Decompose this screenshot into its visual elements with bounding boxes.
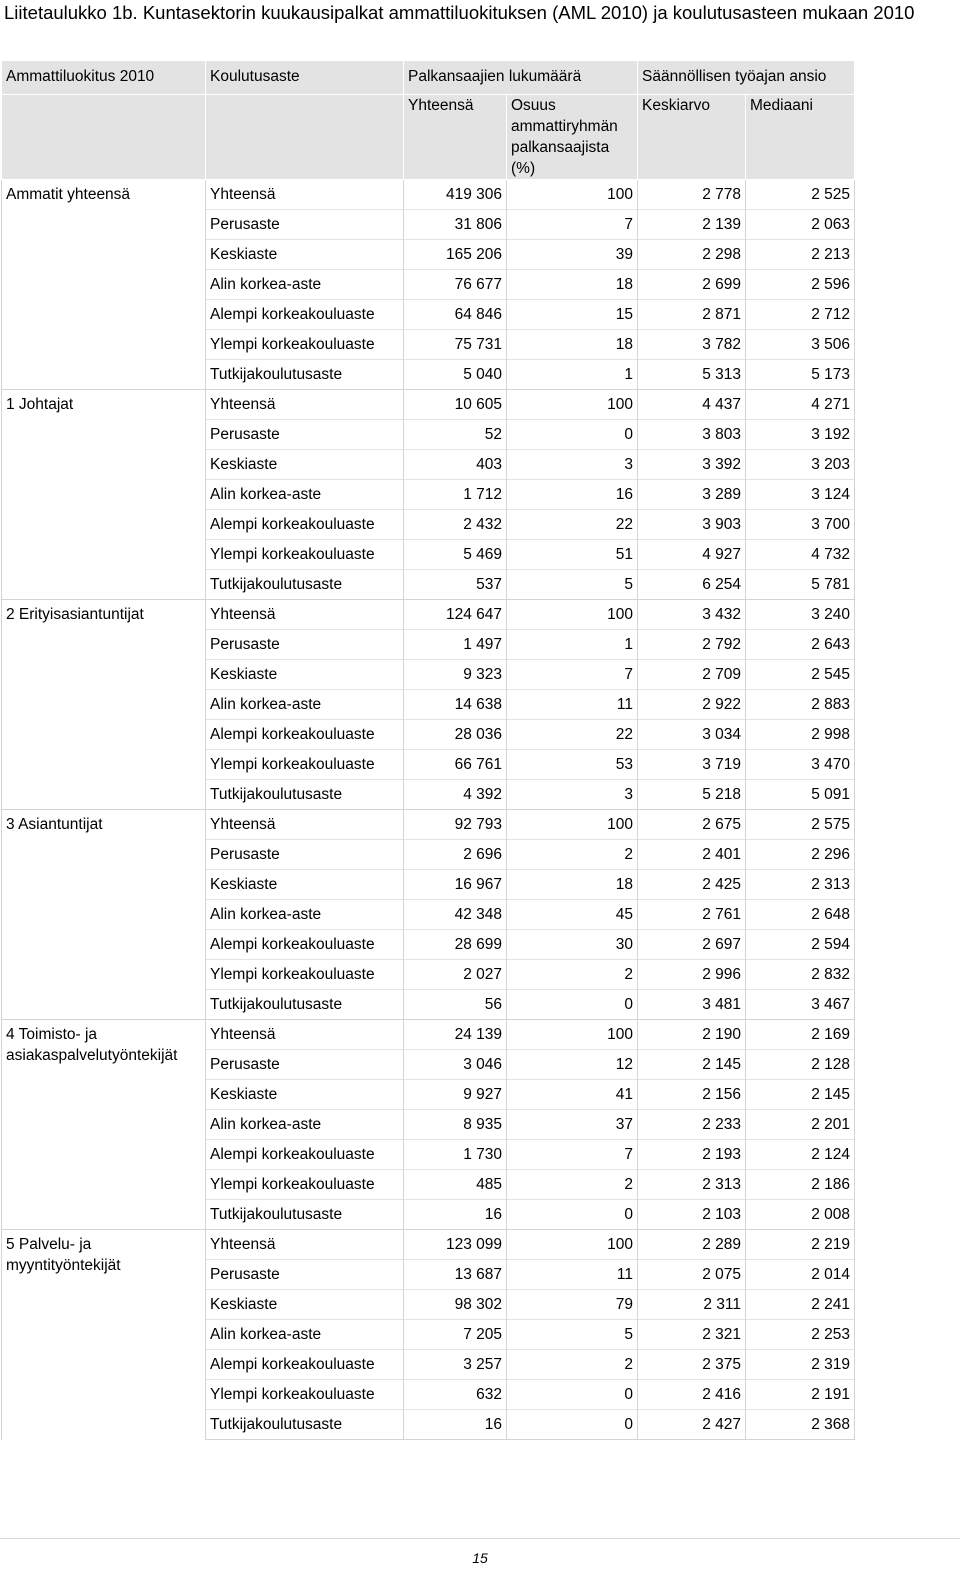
- mean-earnings-cell: 2 190: [638, 1020, 746, 1050]
- share-percent-cell: 2: [507, 1350, 638, 1380]
- mean-earnings-cell: 2 193: [638, 1140, 746, 1170]
- employee-count-cell: 16 967: [404, 870, 507, 900]
- median-earnings-cell: 3 470: [746, 750, 855, 780]
- education-level-cell: Tutkijakoulutusaste: [206, 990, 404, 1020]
- mean-earnings-cell: 2 375: [638, 1350, 746, 1380]
- education-level-cell: Alin korkea-aste: [206, 1320, 404, 1350]
- education-level-cell: Alin korkea-aste: [206, 1110, 404, 1140]
- occupation-group-label: 1 Johtajat: [2, 390, 206, 600]
- education-level-cell: Perusaste: [206, 1050, 404, 1080]
- education-level-cell: Yhteensä: [206, 1230, 404, 1260]
- mean-earnings-cell: 3 782: [638, 330, 746, 360]
- median-earnings-cell: 4 271: [746, 390, 855, 420]
- employee-count-cell: 419 306: [404, 180, 507, 210]
- share-percent-cell: 37: [507, 1110, 638, 1140]
- employee-count-cell: 75 731: [404, 330, 507, 360]
- median-earnings-cell: 2 319: [746, 1350, 855, 1380]
- employee-count-cell: 403: [404, 450, 507, 480]
- median-earnings-cell: 2 145: [746, 1080, 855, 1110]
- education-level-cell: Keskiaste: [206, 240, 404, 270]
- median-earnings-cell: 2 201: [746, 1110, 855, 1140]
- share-percent-cell: 100: [507, 180, 638, 210]
- share-percent-cell: 2: [507, 960, 638, 990]
- employee-count-cell: 165 206: [404, 240, 507, 270]
- employee-count-cell: 7 205: [404, 1320, 507, 1350]
- mean-earnings-cell: 2 401: [638, 840, 746, 870]
- employee-count-cell: 9 323: [404, 660, 507, 690]
- share-percent-cell: 2: [507, 840, 638, 870]
- education-level-cell: Ylempi korkeakouluaste: [206, 330, 404, 360]
- median-earnings-cell: 2 643: [746, 630, 855, 660]
- median-earnings-cell: 2 545: [746, 660, 855, 690]
- education-level-cell: Alin korkea-aste: [206, 270, 404, 300]
- mean-earnings-cell: 3 719: [638, 750, 746, 780]
- education-level-cell: Perusaste: [206, 420, 404, 450]
- mean-earnings-cell: 4 437: [638, 390, 746, 420]
- mean-earnings-cell: 3 903: [638, 510, 746, 540]
- median-earnings-cell: 2 883: [746, 690, 855, 720]
- table-row: [2, 390, 855, 420]
- education-level-cell: Ylempi korkeakouluaste: [206, 1170, 404, 1200]
- table-row: [2, 180, 855, 210]
- median-earnings-cell: 2 525: [746, 180, 855, 210]
- occupation-group-label: 2 Erityisasiantuntijat: [2, 600, 206, 810]
- mean-earnings-cell: 2 298: [638, 240, 746, 270]
- education-level-cell: Perusaste: [206, 840, 404, 870]
- share-percent-cell: 7: [507, 1140, 638, 1170]
- employee-count-cell: 42 348: [404, 900, 507, 930]
- median-earnings-cell: 2 313: [746, 870, 855, 900]
- employee-count-cell: 5 469: [404, 540, 507, 570]
- header-blank-1: [2, 95, 206, 180]
- mean-earnings-cell: 2 425: [638, 870, 746, 900]
- share-percent-cell: 2: [507, 1170, 638, 1200]
- employee-count-cell: 632: [404, 1380, 507, 1410]
- share-percent-cell: 100: [507, 600, 638, 630]
- footer-divider: [0, 1538, 960, 1539]
- mean-earnings-cell: 2 289: [638, 1230, 746, 1260]
- mean-earnings-cell: 3 289: [638, 480, 746, 510]
- mean-earnings-cell: 2 416: [638, 1380, 746, 1410]
- share-percent-cell: 41: [507, 1080, 638, 1110]
- education-level-cell: Alempi korkeakouluaste: [206, 930, 404, 960]
- median-earnings-cell: 5 781: [746, 570, 855, 600]
- employee-count-cell: 76 677: [404, 270, 507, 300]
- education-level-cell: Perusaste: [206, 210, 404, 240]
- occupation-group-label: 4 Toimisto- ja asiakaspalvelutyöntekijät: [2, 1020, 206, 1230]
- education-level-cell: Perusaste: [206, 1260, 404, 1290]
- share-percent-cell: 53: [507, 750, 638, 780]
- mean-earnings-cell: 2 145: [638, 1050, 746, 1080]
- mean-earnings-cell: 2 103: [638, 1200, 746, 1230]
- share-percent-cell: 30: [507, 930, 638, 960]
- education-level-cell: Tutkijakoulutusaste: [206, 1200, 404, 1230]
- employee-count-cell: 64 846: [404, 300, 507, 330]
- median-earnings-cell: 2 063: [746, 210, 855, 240]
- median-earnings-cell: 5 091: [746, 780, 855, 810]
- table-header: [2, 61, 855, 180]
- table-body: [2, 180, 855, 1440]
- median-earnings-cell: 2 368: [746, 1410, 855, 1440]
- share-percent-cell: 45: [507, 900, 638, 930]
- mean-earnings-cell: 3 481: [638, 990, 746, 1020]
- median-earnings-cell: 2 296: [746, 840, 855, 870]
- employee-count-cell: 537: [404, 570, 507, 600]
- salary-table: [1, 60, 855, 1440]
- employee-count-cell: 3 257: [404, 1350, 507, 1380]
- employee-count-cell: 1 712: [404, 480, 507, 510]
- mean-earnings-cell: 2 233: [638, 1110, 746, 1140]
- share-percent-cell: 100: [507, 810, 638, 840]
- education-level-cell: Perusaste: [206, 630, 404, 660]
- median-earnings-cell: 2 712: [746, 300, 855, 330]
- mean-earnings-cell: 2 792: [638, 630, 746, 660]
- median-earnings-cell: 3 700: [746, 510, 855, 540]
- employee-count-cell: 1 497: [404, 630, 507, 660]
- education-level-cell: Keskiaste: [206, 1290, 404, 1320]
- education-level-cell: Yhteensä: [206, 180, 404, 210]
- employee-count-cell: 28 699: [404, 930, 507, 960]
- education-level-cell: Ylempi korkeakouluaste: [206, 540, 404, 570]
- table-row: [2, 1230, 855, 1260]
- education-level-cell: Tutkijakoulutusaste: [206, 570, 404, 600]
- share-percent-cell: 0: [507, 420, 638, 450]
- share-percent-cell: 0: [507, 1200, 638, 1230]
- employee-count-cell: 9 927: [404, 1080, 507, 1110]
- share-percent-cell: 79: [507, 1290, 638, 1320]
- median-earnings-cell: 5 173: [746, 360, 855, 390]
- employee-count-cell: 13 687: [404, 1260, 507, 1290]
- education-level-cell: Tutkijakoulutusaste: [206, 1410, 404, 1440]
- median-earnings-cell: 3 467: [746, 990, 855, 1020]
- share-percent-cell: 100: [507, 1230, 638, 1260]
- median-earnings-cell: 2 213: [746, 240, 855, 270]
- employee-count-cell: 123 099: [404, 1230, 507, 1260]
- education-level-cell: Ylempi korkeakouluaste: [206, 1380, 404, 1410]
- mean-earnings-cell: 2 778: [638, 180, 746, 210]
- median-earnings-cell: 2 191: [746, 1380, 855, 1410]
- mean-earnings-cell: 5 218: [638, 780, 746, 810]
- share-percent-cell: 5: [507, 1320, 638, 1350]
- employee-count-cell: 2 432: [404, 510, 507, 540]
- table-row: [2, 1020, 855, 1050]
- share-percent-cell: 0: [507, 1380, 638, 1410]
- mean-earnings-cell: 3 803: [638, 420, 746, 450]
- employee-count-cell: 8 935: [404, 1110, 507, 1140]
- mean-earnings-cell: 2 311: [638, 1290, 746, 1320]
- share-percent-cell: 1: [507, 630, 638, 660]
- education-level-cell: Tutkijakoulutusaste: [206, 780, 404, 810]
- mean-earnings-cell: 2 697: [638, 930, 746, 960]
- occupation-group-label: 3 Asiantuntijat: [2, 810, 206, 1020]
- mean-earnings-cell: 2 321: [638, 1320, 746, 1350]
- median-earnings-cell: 2 186: [746, 1170, 855, 1200]
- page-title: Liitetaulukko 1b. Kuntasektorin kuukausipalkat ammattiluokituksen (AML 2010) ja koulutusasteen mukaan 2010: [4, 2, 915, 23]
- mean-earnings-cell: 2 871: [638, 300, 746, 330]
- share-percent-cell: 11: [507, 1260, 638, 1290]
- education-level-cell: Ylempi korkeakouluaste: [206, 750, 404, 780]
- employee-count-cell: 16: [404, 1410, 507, 1440]
- header-mean: Keskiarvo: [638, 95, 746, 180]
- employee-count-cell: 485: [404, 1170, 507, 1200]
- mean-earnings-cell: 2 313: [638, 1170, 746, 1200]
- education-level-cell: Alin korkea-aste: [206, 690, 404, 720]
- employee-count-cell: 5 040: [404, 360, 507, 390]
- median-earnings-cell: 2 648: [746, 900, 855, 930]
- mean-earnings-cell: 5 313: [638, 360, 746, 390]
- mean-earnings-cell: 2 996: [638, 960, 746, 990]
- median-earnings-cell: 4 732: [746, 540, 855, 570]
- education-level-cell: Keskiaste: [206, 1080, 404, 1110]
- median-earnings-cell: 3 124: [746, 480, 855, 510]
- education-level-cell: Ylempi korkeakouluaste: [206, 960, 404, 990]
- mean-earnings-cell: 3 392: [638, 450, 746, 480]
- median-earnings-cell: 2 241: [746, 1290, 855, 1320]
- share-percent-cell: 18: [507, 870, 638, 900]
- education-level-cell: Alempi korkeakouluaste: [206, 1350, 404, 1380]
- header-count-group: Palkansaajien lukumäärä: [404, 61, 638, 95]
- employee-count-cell: 66 761: [404, 750, 507, 780]
- share-percent-cell: 18: [507, 270, 638, 300]
- employee-count-cell: 24 139: [404, 1020, 507, 1050]
- education-level-cell: Alempi korkeakouluaste: [206, 510, 404, 540]
- median-earnings-cell: 2 832: [746, 960, 855, 990]
- share-percent-cell: 39: [507, 240, 638, 270]
- education-level-cell: Alin korkea-aste: [206, 480, 404, 510]
- share-percent-cell: 100: [507, 1020, 638, 1050]
- employee-count-cell: 52: [404, 420, 507, 450]
- share-percent-cell: 16: [507, 480, 638, 510]
- employee-count-cell: 56: [404, 990, 507, 1020]
- median-earnings-cell: 2 008: [746, 1200, 855, 1230]
- share-percent-cell: 22: [507, 510, 638, 540]
- page-number: 15: [472, 1550, 488, 1566]
- share-percent-cell: 18: [507, 330, 638, 360]
- share-percent-cell: 1: [507, 360, 638, 390]
- header-earnings-group: Säännöllisen työajan ansio: [638, 61, 855, 95]
- education-level-cell: Alempi korkeakouluaste: [206, 300, 404, 330]
- employee-count-cell: 3 046: [404, 1050, 507, 1080]
- share-percent-cell: 22: [507, 720, 638, 750]
- education-level-cell: Yhteensä: [206, 1020, 404, 1050]
- education-level-cell: Keskiaste: [206, 870, 404, 900]
- median-earnings-cell: 3 192: [746, 420, 855, 450]
- education-level-cell: Keskiaste: [206, 660, 404, 690]
- mean-earnings-cell: 2 156: [638, 1080, 746, 1110]
- employee-count-cell: 4 392: [404, 780, 507, 810]
- share-percent-cell: 11: [507, 690, 638, 720]
- share-percent-cell: 5: [507, 570, 638, 600]
- mean-earnings-cell: 2 139: [638, 210, 746, 240]
- mean-earnings-cell: 2 427: [638, 1410, 746, 1440]
- employee-count-cell: 10 605: [404, 390, 507, 420]
- header-total: Yhteensä: [404, 95, 507, 180]
- employee-count-cell: 28 036: [404, 720, 507, 750]
- median-earnings-cell: 2 594: [746, 930, 855, 960]
- employee-count-cell: 14 638: [404, 690, 507, 720]
- median-earnings-cell: 2 998: [746, 720, 855, 750]
- mean-earnings-cell: 2 709: [638, 660, 746, 690]
- employee-count-cell: 16: [404, 1200, 507, 1230]
- median-earnings-cell: 2 219: [746, 1230, 855, 1260]
- share-percent-cell: 3: [507, 780, 638, 810]
- table-row: [2, 810, 855, 840]
- share-percent-cell: 3: [507, 450, 638, 480]
- share-percent-cell: 0: [507, 1410, 638, 1440]
- mean-earnings-cell: 3 432: [638, 600, 746, 630]
- share-percent-cell: 12: [507, 1050, 638, 1080]
- education-level-cell: Tutkijakoulutusaste: [206, 360, 404, 390]
- header-median: Mediaani: [746, 95, 855, 180]
- employee-count-cell: 2 696: [404, 840, 507, 870]
- education-level-cell: Alempi korkeakouluaste: [206, 1140, 404, 1170]
- header-occupation: Ammattiluokitus 2010: [2, 61, 206, 95]
- occupation-group-label: 5 Palvelu- ja myyntityöntekijät: [2, 1230, 206, 1440]
- median-earnings-cell: 2 596: [746, 270, 855, 300]
- header-share: Osuus ammattiryhmän palkansaajista (%): [507, 95, 638, 180]
- employee-count-cell: 98 302: [404, 1290, 507, 1320]
- mean-earnings-cell: 6 254: [638, 570, 746, 600]
- mean-earnings-cell: 2 761: [638, 900, 746, 930]
- employee-count-cell: 1 730: [404, 1140, 507, 1170]
- median-earnings-cell: 3 506: [746, 330, 855, 360]
- median-earnings-cell: 3 240: [746, 600, 855, 630]
- employee-count-cell: 31 806: [404, 210, 507, 240]
- share-percent-cell: 100: [507, 390, 638, 420]
- education-level-cell: Alin korkea-aste: [206, 900, 404, 930]
- share-percent-cell: 0: [507, 990, 638, 1020]
- education-level-cell: Yhteensä: [206, 600, 404, 630]
- education-level-cell: Keskiaste: [206, 450, 404, 480]
- mean-earnings-cell: 3 034: [638, 720, 746, 750]
- median-earnings-cell: 2 253: [746, 1320, 855, 1350]
- median-earnings-cell: 2 128: [746, 1050, 855, 1080]
- header-education: Koulutusaste: [206, 61, 404, 95]
- mean-earnings-cell: 2 699: [638, 270, 746, 300]
- mean-earnings-cell: 4 927: [638, 540, 746, 570]
- mean-earnings-cell: 2 075: [638, 1260, 746, 1290]
- share-percent-cell: 7: [507, 210, 638, 240]
- share-percent-cell: 15: [507, 300, 638, 330]
- education-level-cell: Yhteensä: [206, 390, 404, 420]
- mean-earnings-cell: 2 675: [638, 810, 746, 840]
- header-blank-2: [206, 95, 404, 180]
- education-level-cell: Yhteensä: [206, 810, 404, 840]
- median-earnings-cell: 2 169: [746, 1020, 855, 1050]
- employee-count-cell: 92 793: [404, 810, 507, 840]
- employee-count-cell: 2 027: [404, 960, 507, 990]
- median-earnings-cell: 2 575: [746, 810, 855, 840]
- median-earnings-cell: 2 014: [746, 1260, 855, 1290]
- share-percent-cell: 7: [507, 660, 638, 690]
- table-row: [2, 600, 855, 630]
- median-earnings-cell: 3 203: [746, 450, 855, 480]
- education-level-cell: Alempi korkeakouluaste: [206, 720, 404, 750]
- mean-earnings-cell: 2 922: [638, 690, 746, 720]
- median-earnings-cell: 2 124: [746, 1140, 855, 1170]
- occupation-group-label: Ammatit yhteensä: [2, 180, 206, 390]
- share-percent-cell: 51: [507, 540, 638, 570]
- employee-count-cell: 124 647: [404, 600, 507, 630]
